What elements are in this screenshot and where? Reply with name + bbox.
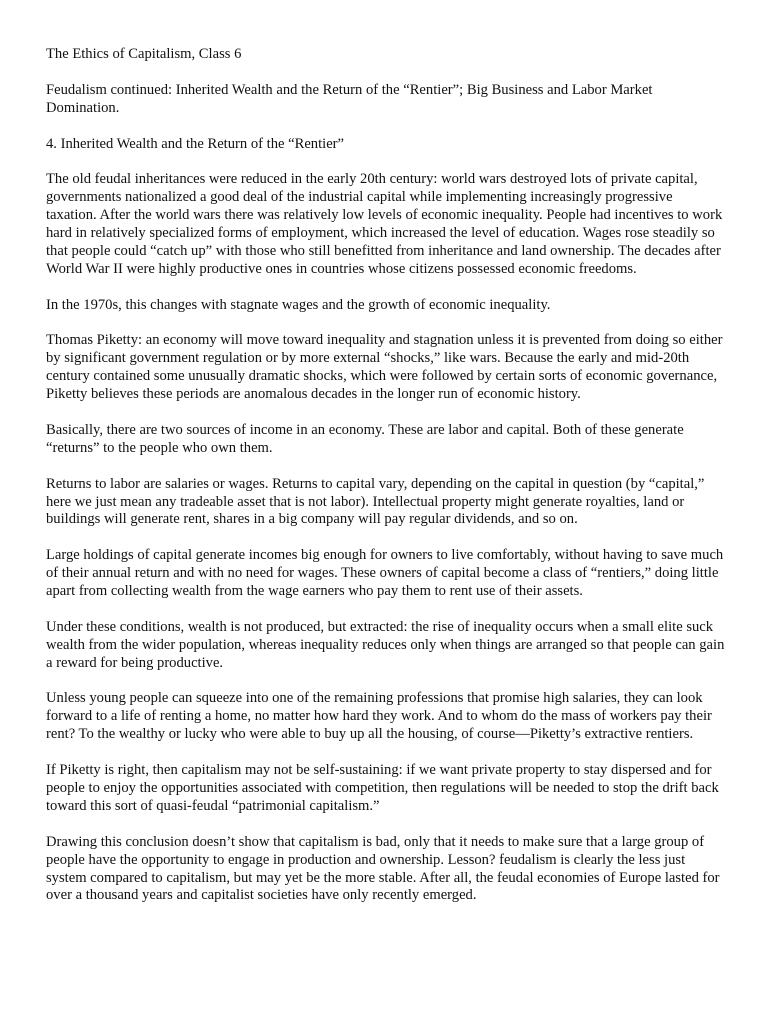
body-paragraph: Under these conditions, wealth is not produced, but extracted: the rise of inequality occurs when a small elite suck wealth from the wider population, whereas inequality reduces only when things are arranged so that people can gain a reward for being productive.	[46, 618, 725, 671]
body-paragraph: If Piketty is right, then capitalism may not be self-sustaining: if we want private property to stay dispersed and for people to enjoy the opportunities associated with competition, then regulations will be needed to stop the drift back toward this sort of quasi-feudal “patrimonial capitalism.”	[46, 762, 719, 814]
body-paragraph: Returns to labor are salaries or wages. Returns to capital vary, depending on the capital in question (by “capital,” here we just mean any tradeable asset that is not labor). Intellectual property might generate royalties, land or buildings will generate rent, shares in a big company will pay regular dividends, and so on.	[46, 475, 705, 528]
body-paragraph: Unless young people can squeeze into one of the remaining professions that promise high salaries, they can look forward to a life of renting a home, no matter how hard they work. And to whom do the mass of workers pay their rent? To the wealthy or lucky who were able to buy up all the housing, of course—Piketty’s extractive rentiers.	[46, 690, 712, 743]
body-paragraph: Basically, there are two sources of income in an economy. These are labor and capital. Both of these generate “returns” to the people who own them.	[46, 421, 684, 456]
body-paragraph: Large holdings of capital generate incomes big enough for owners to live comfortably, without having to save much of their annual return and with no need for wages. These owners of capital become a class of “rentiers,” doing little apart from collecting wealth from the wage earners who pay them to rent use of their assets.	[46, 547, 724, 600]
body-paragraph: Thomas Piketty: an economy will move toward inequality and stagnation unless it is prevented from doing so either by significant government regulation or by more external “shocks,” like wars. Because the early and mid-20th century contained some unusually dramatic shocks, which were followed by certain sorts of economic governance, Piketty believes these periods are anomalous decades in the longer run of economic history.	[46, 332, 723, 403]
body-paragraph: Drawing this conclusion doesn’t show that capitalism is bad, only that it needs to make sure that a large group of people have the opportunity to engage in production and ownership. Lesson? feudalism is clearly the less just system compared to capitalism, but may yet be the more stable. After all, the feudal economies of Europe lasted for over a thousand years and capitalist societies have only recently emerged.	[46, 833, 720, 904]
body-paragraph: The old feudal inheritances were reduced in the early 20th century: world wars destroyed lots of private capital, governments nationalized a good deal of the industrial capital while implementing increasingly progressive taxation. After the world wars there was relatively low levels of economic inequality. People had incentives to work hard in relatively specialized forms of employment, which increased the level of education. Wages rose steadily so that people could “catch up” with those who still benefitted from inheritance and land ownership. The decades after World War II were highly productive ones in countries whose citizens possessed economic freedoms.	[46, 171, 723, 277]
document-subtitle: Feudalism continued: Inherited Wealth and the Return of the “Rentier”; Big Business and Labor Market Domination.	[46, 81, 653, 116]
body-paragraph: In the 1970s, this changes with stagnate wages and the growth of economic inequality.	[46, 296, 551, 313]
document-title: The Ethics of Capitalism, Class 6	[46, 46, 242, 62]
section-heading: 4. Inherited Wealth and the Return of the “Rentier”	[46, 135, 345, 152]
document-page	[46, 46, 726, 923]
